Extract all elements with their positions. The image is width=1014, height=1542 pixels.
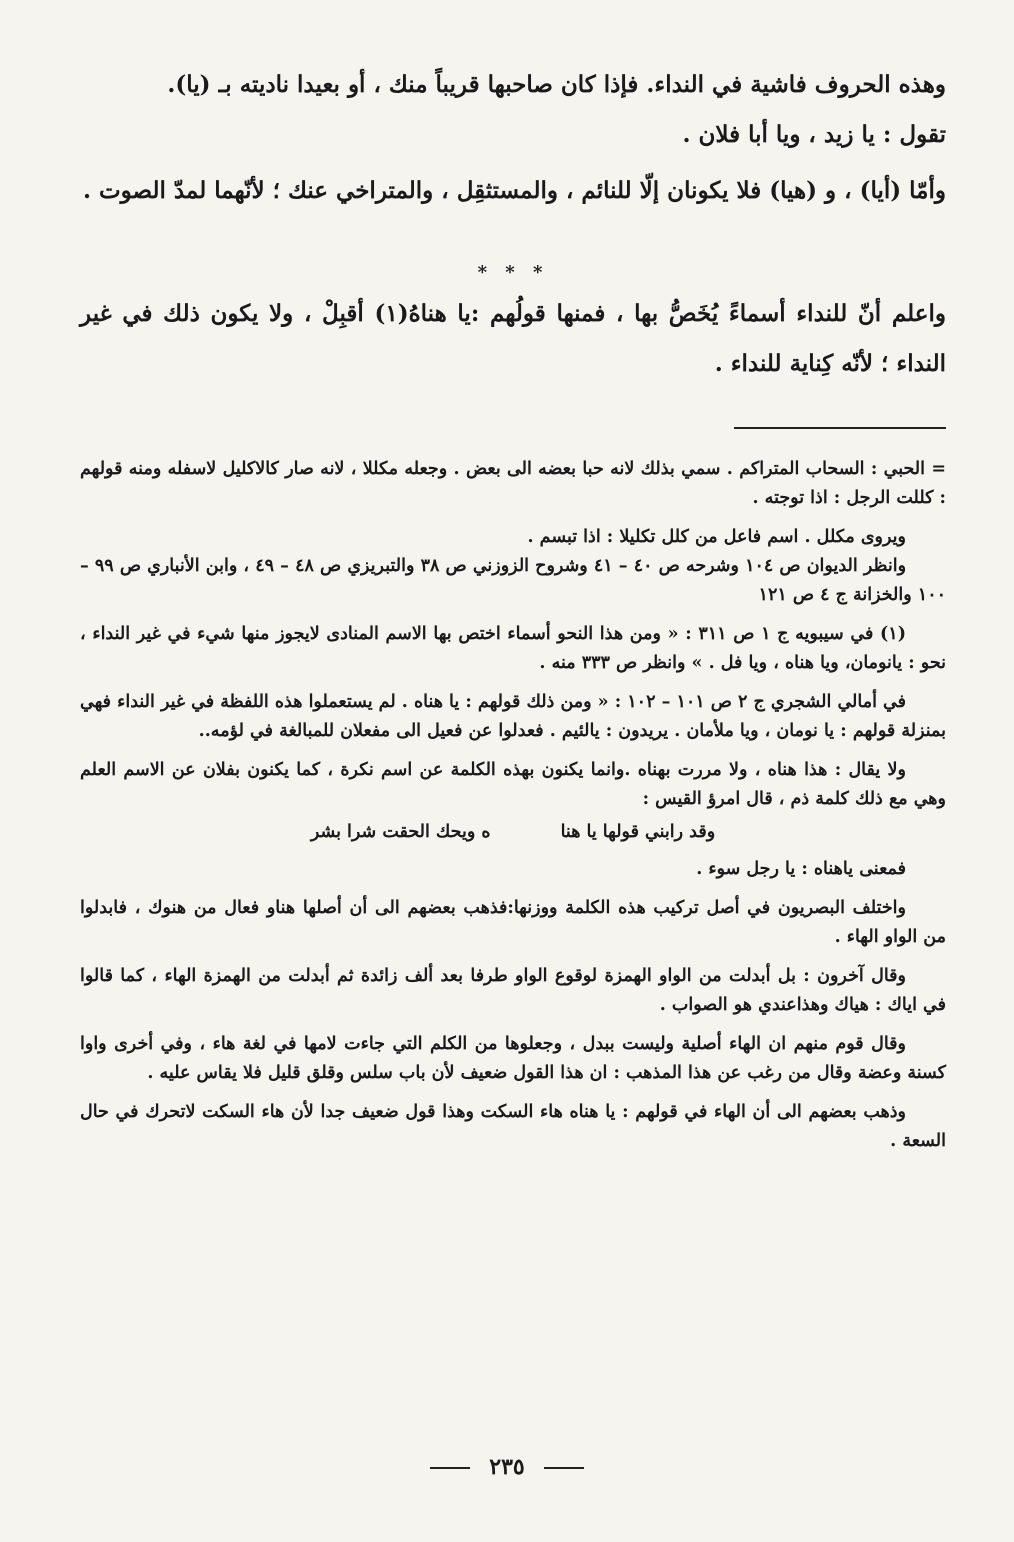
main-text <box>80 60 946 389</box>
footnote-paragraph: وانظر الديوان ص ١٠٤ وشرحه ص ٤٠ – ٤١ وشروح الزوزني ص ٣٨ والتبريزي ص ٤٨ – ٤٩ ، وابن الأنباري ص ٩٩ – ١٠٠ والخزانة ج ٤ ص ١٢١ <box>80 556 946 605</box>
main-line: تقول : يا زيد ، ويا أبا فلان . <box>682 121 946 148</box>
footnotes <box>80 455 946 1156</box>
main-line: وهذه الحروف فاشية في النداء. فإذا كان صاحبها قريباً منك ، أو بعيدا ناديته بـ (يا). <box>167 71 946 98</box>
page-number-value: ٢٣٥ <box>489 1454 525 1480</box>
footnote-paragraph: ويروى مكلل . اسم فاعل من كلل تكليلا : اذا تبسم . <box>527 527 906 547</box>
verse-first-hemistich: وقد رابني قولها يا هنا <box>560 822 716 842</box>
page-number-dash <box>430 1467 470 1469</box>
page-number-dash <box>544 1467 584 1469</box>
footnote-paragraph: فمعنى ياهناه : يا رجل سوء . <box>696 859 906 879</box>
book-page <box>80 60 946 1502</box>
main-paragraph: واعلم أنّ للنداء أسماءً يُخَصُّ بها ، فمنها قولُهم :يا هناهُ(١) أقبِلْ ، ولا يكون ذلك في غير النداء ؛ لأنّه كِناية للنداء . <box>80 300 946 377</box>
footnote-paragraph: وذهب بعضهم الى أن الهاء في قولهم : يا هناه هاء السكت وهذا قول ضعيف جدا لأن هاء السكت لاتحرك في حال السعة . <box>80 1102 946 1151</box>
footnote-paragraph: ولا يقال : هذا هناه ، ولا مررت بهناه .وانما يكنون بهذه الكلمة عن اسم نكرة ، كما يكنون بفلان عن الاسم العلم وهي مع ذلك كلمة ذم ، قال امرؤ القيس : <box>80 760 946 809</box>
footnote-paragraph: = الحبي : السحاب المتراكم . سمي بذلك لانه حبا بعضه الى بعض . وجعله مكللا ، لانه صار كالاكليل لاسفله ومنه قولهم : كللت الرجل : اذا توجته . <box>80 459 946 508</box>
verse-second-hemistich: ه ويحك الحقت شرا بشر <box>310 822 491 842</box>
footnote-rule <box>734 427 946 429</box>
footnote-paragraph: وقال آخرون : بل أبدلت من الواو الهمزة لوقوع الواو طرفا بعد ألف زائدة ثم أبدلت من الهمزة الهاء ، كما قالوا في اياك : هياك وهذاعندي هو الصواب . <box>80 966 946 1015</box>
footnote-paragraph: واختلف البصريون في أصل تركيب هذه الكلمة ووزنها:فذهب بعضهم الى أن أصلها هناو فعال من هنوك ، فابدلوا من الواو الهاء . <box>80 898 946 947</box>
main-paragraph: وأمّا (أيا) ، و (هيا) فلا يكونان إلّا للنائم ، والمستثقِل ، والمتراخي عنك ؛ لأنّهما لمدّ الصوت . <box>82 177 946 204</box>
page-number <box>0 1454 1014 1480</box>
section-separator: * * * <box>477 262 549 283</box>
footnote-paragraph: وقال قوم منهم ان الهاء أصلية وليست ببدل ، وجعلوها من الكلم التي جاءت لامها في لغة هاء ، وفي أخرى واوا كسنة وعضة وقال من رغب عن هذا المذهب : ان هذا القول ضعيف لأن باب سلس وقلق قليل فلا يقاس عليه . <box>80 1034 946 1083</box>
footnote-paragraph: (١) في سيبويه ج ١ ص ٣١١ : « ومن هذا النحو أسماء اختص بها الاسم المنادى لايجوز منها شيء في غير النداء ، نحو : يانومان، ويا هناه ، ويا فل . » وانظر ص ٣٣٣ منه . <box>80 624 946 673</box>
footnote-paragraph: في أمالي الشجري ج ٢ ص ١٠١ – ١٠٢ : « ومن ذلك قولهم : يا هناه . لم يستعملوا هذه اللفظة في غير النداء فهي بمنزلة قولهم : يا نومان ، ويا ملأمان . يريدون : يالئيم . فعدلوا عن فعيل الى مفعلان للمبالغة في لؤمه.. <box>80 692 946 741</box>
poetry-verse <box>80 818 946 847</box>
